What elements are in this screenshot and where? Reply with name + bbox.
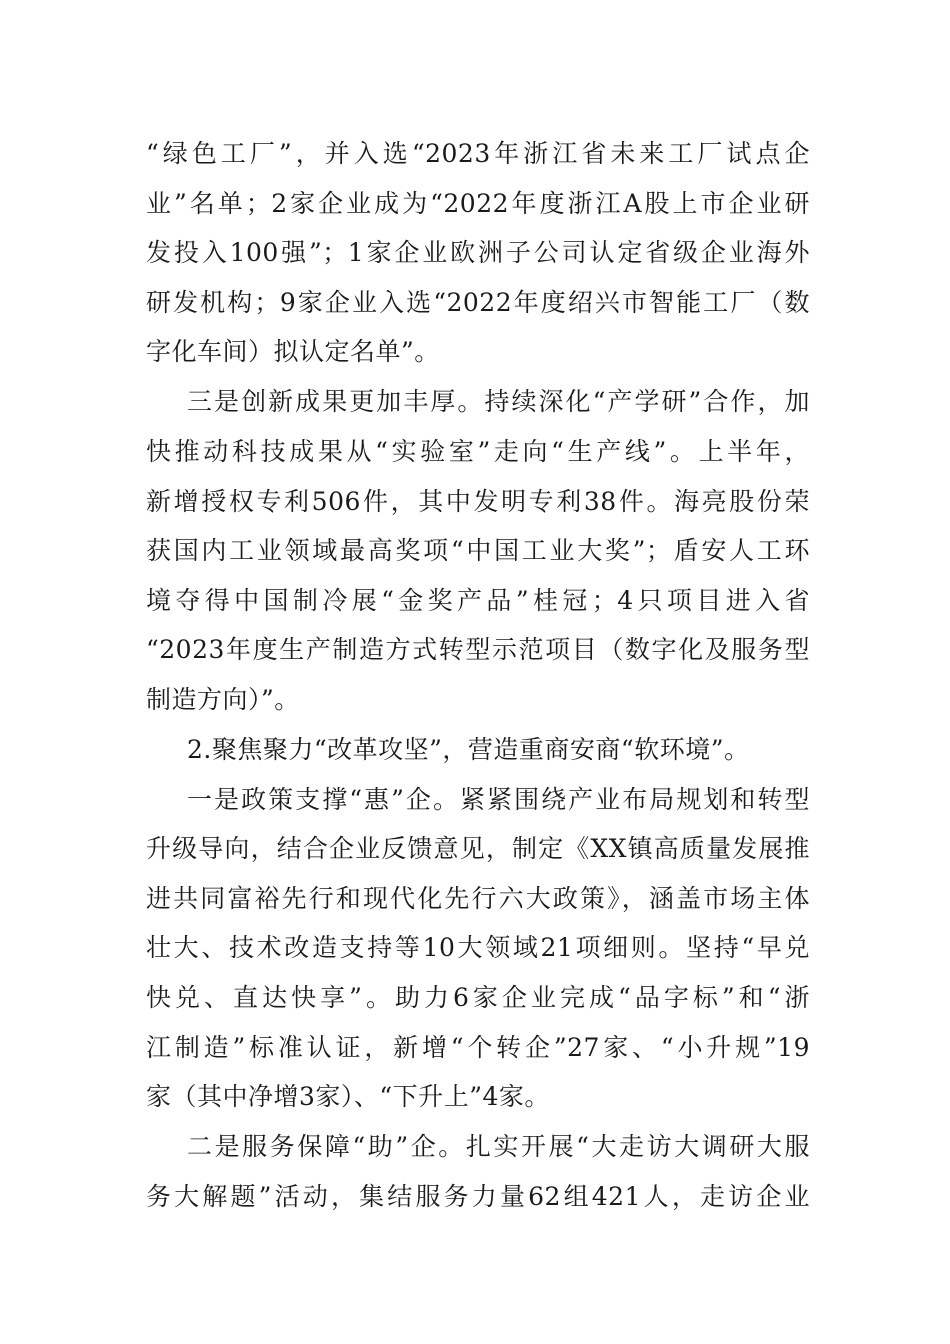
paragraph-start-line: 一是政策支撑“惠”企。紧紧围绕产业布局规划和转型 [187, 785, 810, 814]
section-heading: 2.聚焦聚力“改革攻坚”，营造重商安商“软环境”。 [187, 735, 750, 764]
text-line: 快推动科技成果从“实验室”走向“生产线”。上半年， [146, 437, 810, 466]
text-line: 升级导向，结合企业反馈意见，制定《XX镇高质量发展推 [146, 834, 810, 863]
text-line: 新增授权专利506件，其中发明专利38件。海亮股份荣 [146, 487, 810, 516]
text-line: 壮大、技术改造支持等10大领域21项细则。坚持“早兑 [146, 933, 810, 962]
text-line: 字化车间）拟认定名单”。 [146, 337, 440, 366]
text-line: 江制造”标准认证，新增“个转企”27家、“小升规”19 [146, 1033, 810, 1062]
text-line: 境夺得中国制冷展“金奖产品”桂冠；4只项目进入省 [146, 586, 810, 615]
text-line: “2023年度生产制造方式转型示范项目（数字化及服务型 [146, 635, 810, 664]
text-line: “绿色工厂”，并入选“2023年浙江省未来工厂试点企 [146, 139, 810, 168]
text-line: 进共同富裕先行和现代化先行六大政策》，涵盖市场主体 [146, 884, 810, 913]
text-line: 制造方向）”。 [146, 685, 300, 714]
paragraph-start-line: 三是创新成果更加丰厚。持续深化“产学研”合作，加 [187, 387, 810, 416]
text-line: 获国内工业领域最高奖项“中国工业大奖”；盾安人工环 [146, 536, 810, 565]
text-line: 务大解题”活动，集结服务力量62组421人，走访企业 [146, 1182, 810, 1211]
text-line: 发投入100强”；1家企业欧洲子公司认定省级企业海外 [146, 238, 810, 267]
text-line: 快兑、直达快享”。助力6家企业完成“品字标”和“浙 [146, 983, 810, 1012]
text-line: 业”名单；2家企业成为“2022年度浙江A股上市企业研 [146, 189, 810, 218]
paragraph-start-line: 二是服务保障“助”企。扎实开展“大走访大调研大服 [187, 1132, 810, 1161]
text-line: 家（其中净增3家）、“下升上”4家。 [146, 1082, 550, 1111]
text-line: 研发机构；9家企业入选“2022年度绍兴市智能工厂（数 [146, 288, 810, 317]
